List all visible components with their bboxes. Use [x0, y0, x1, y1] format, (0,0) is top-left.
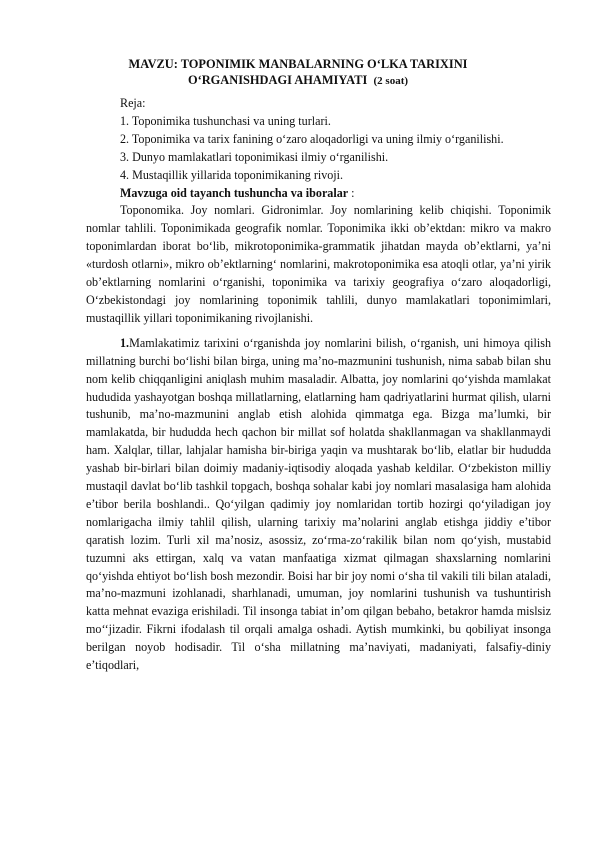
title-line-1: MAVZU: TOPONIMIK MANBALARNING O‘LKA TARIXINI	[128, 57, 468, 71]
plan-heading: Reja:	[120, 96, 146, 110]
document-body	[86, 95, 551, 675]
plan-item-1: 1. Toponimika tushunchasi va uning turlari.	[120, 113, 331, 128]
title-topic: O‘RGANISHDAGI AHAMIYATI	[187, 73, 368, 87]
title-hours: (2 soat)	[373, 75, 409, 87]
plan-item-2: 2. Toponimika va tarix fanining o‘zaro aloqadorligi va uning ilmiy o‘rganilishi.	[120, 131, 504, 146]
concepts-colon: :	[348, 185, 355, 200]
plan-item-3: 3. Dunyo mamlakatlari toponimikasi ilmiy o‘rganilishi.	[120, 149, 389, 164]
concepts-heading-line	[86, 185, 551, 203]
section-1-paragraph	[86, 335, 551, 675]
page-title	[86, 56, 510, 89]
title-line-2	[86, 72, 510, 89]
section-1-number: 1.	[120, 335, 130, 350]
plan-item-4: 4. Mustaqillik yillarida toponimikaning rivoji.	[120, 167, 344, 182]
concepts-heading: Mavzuga oid tayanch tushuncha va iboralar	[120, 185, 349, 200]
concepts-paragraph: Toponomika. Joy nomlari. Gidronimlar. Joy nomlarining kelib chiqishi. Toponimik nomlar tahlili. Toponimikada geografik nomlar. Toponimika ikki ob’ektdan: mikro va makro toponimlardan iborat bo‘lib, mikrotoponimika-grammatik jihatdan mayda ob’ektlarni, ya’ni «turdosh otlarni», mikro ob’ektlarning‘ nomlarini, makrotoponimika esa atoqli otlar, ya’ni yirik ob’ektlarning nomlarini o‘rganishi, toponimika va tarixiy geografiya o‘zaro aloqadorligi, O‘zbekistondagi joy nomlarining toponimik tahlili, dunyo mamlakatlari toponimimlari, mustaqillik yillari toponimikaning rivojlanishi.	[86, 203, 551, 325]
section-1-text: Mamlakatimiz tarixini o‘rganishda joy nomlarini bilish, o‘rganish, uni himoya qilish millatning burchi bo‘lishi bilan birga, uning ma’no-mazmunini tushunish, nima sabab bilan shu nom kelib chiqqanligini aniqlash muhim masaladir. Albatta, joy nomlarini qo‘yishda mamlakat hududida yashayotgan boshqa millatlarning, elatlarning ham qadriyatlarini hurmat qilish, ularni tushunib, ma’no-mazmunini anglab etish alohida qimmatga ega. Bizga ma’lumki, bir mamlakatda, bir hududda hech qachon bir millat sof holatda shakllanmagan va shakllanmaydi ham. Xalqlar, tillar, lahjalar hamisha bir-biriga yaqin va mushtarak bo‘lib, elatlar bir hududda yashab bir-birlari bilan doimiy madaniy-iqtisodiy aloqada yashab keldilar. O‘zbekiston milliy mustaqil davlat bo‘lib tashkil topgach, boshqa sohalar kabi joy nomlari masalasiga ham alohida e’tibor berila boshlandi.. Qo‘yilgan qadimiy joy nomlaridan tortib hozirgi qo‘yiladigan joy nomlarigacha ilmiy tahlil qilish, ularning tarixiy ma’nolarini anglab etishga jiddiy e’tibor qaratish lozim. Turli xil ma’nosiz, asossiz, zo‘rma-zo‘rakilik bilan nom qo‘yish, mustabid tuzumni aks ettirgan, xalq va vatan manfaatiga xizmat qilmagan shaxslarning nomlarini qo‘yishda ehtiyot bo‘lish bosh mezondir. Boisi har bir joy nomi o‘sha til vakili tili bilan ataladi, ma’no-mazmuni izohlanadi, sharhlanadi, umuman, joy nomlarini tushunish va tushuntirish katta mehnat evaziga erishiladi. Til insonga tabiat in’om qilgan bebaho, betakror hamda mislsiz mo‘‘jizadir. Fikrni ifodalash til orqali amalga oshadi. Aytish mumkinki, bu qobiliyat insonga berilgan noyob hodisadir. Til o‘sha millatning ma’naviyati, madaniyati, falsafiy-diniy e’tiqodlari,	[86, 335, 551, 673]
